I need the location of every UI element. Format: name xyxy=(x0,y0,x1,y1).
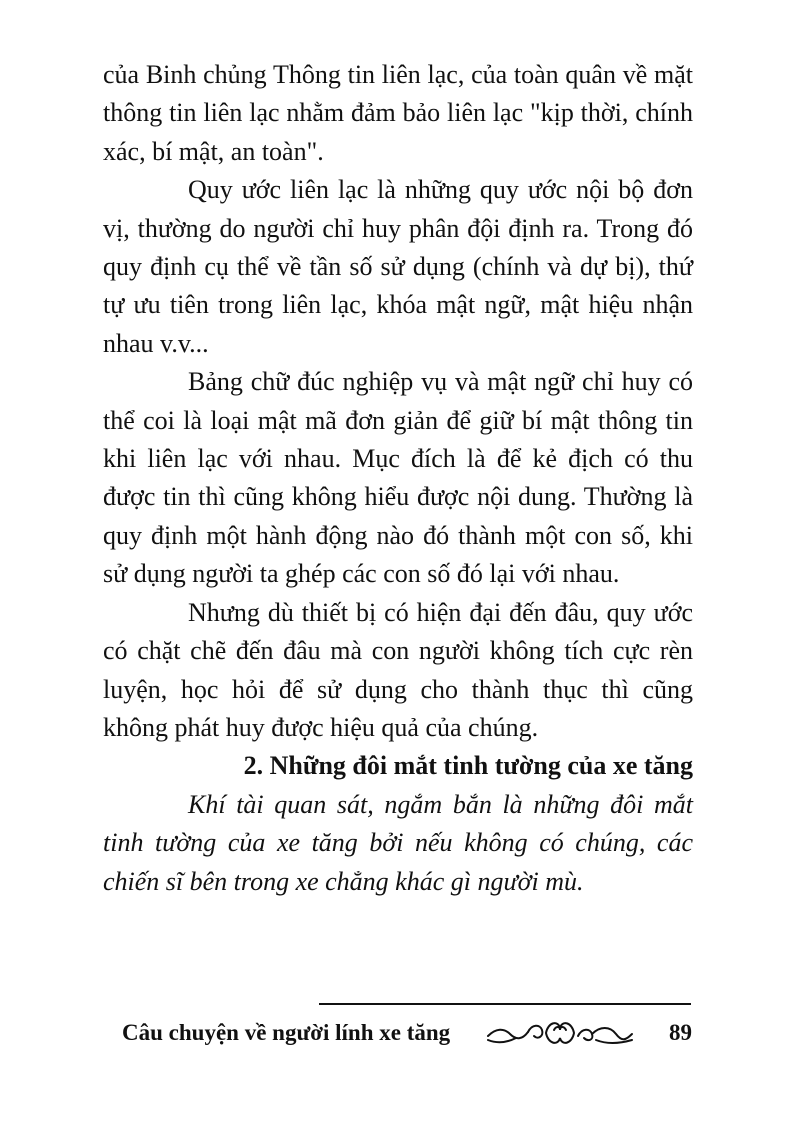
paragraph-5: Khí tài quan sát, ngắm bắn là những đôi mắt tinh tường của xe tăng bởi nếu không có chúng, các chiến sĩ bên trong xe chẳng khác gì người mù. xyxy=(103,789,693,896)
book-page-body xyxy=(103,56,693,901)
section-heading: 2. Những đôi mắt tinh tường của xe tăng xyxy=(243,751,693,781)
scroll-ornament-icon xyxy=(486,1016,634,1050)
page-number: 89 xyxy=(669,1020,692,1045)
footer-book-title: Câu chuyện về người lính xe tăng xyxy=(122,1020,451,1045)
footer-rule xyxy=(319,1003,691,1005)
paragraph-4: Nhưng dù thiết bị có hiện đại đến đâu, quy ước có chặt chẽ đến đâu mà con người không tích cực rèn luyện, học hỏi để sử dụng cho thành thục thì cũng không phát huy được hiệu quả của chúng. xyxy=(103,597,693,742)
paragraph-2: Quy ước liên lạc là những quy ước nội bộ đơn vị, thường do người chỉ huy phân đội định ra. Trong đó quy định cụ thể về tần số sử dụng (chính và dự bị), thứ tự ưu tiên trong liên lạc, khóa mật ngữ, mật hiệu nhận nhau v.v... xyxy=(103,175,693,358)
paragraph-1: của Binh chủng Thông tin liên lạc, của toàn quân về mặt thông tin liên lạc nhằm đảm bảo liên lạc "kịp thời, chính xác, bí mật, an toàn". xyxy=(103,60,693,166)
paragraph-3: Bảng chữ đúc nghiệp vụ và mật ngữ chỉ huy có thể coi là loại mật mã đơn giản để giữ bí mật thông tin khi liên lạc với nhau. Mục đích là để kẻ địch có thu được tin thì cũng không hiểu được nội dung. Thường là quy định một hành động nào đó thành một con số, khi sử dụng người ta ghép các con số đó lại với nhau. xyxy=(103,367,693,589)
page-footer xyxy=(122,1013,692,1053)
